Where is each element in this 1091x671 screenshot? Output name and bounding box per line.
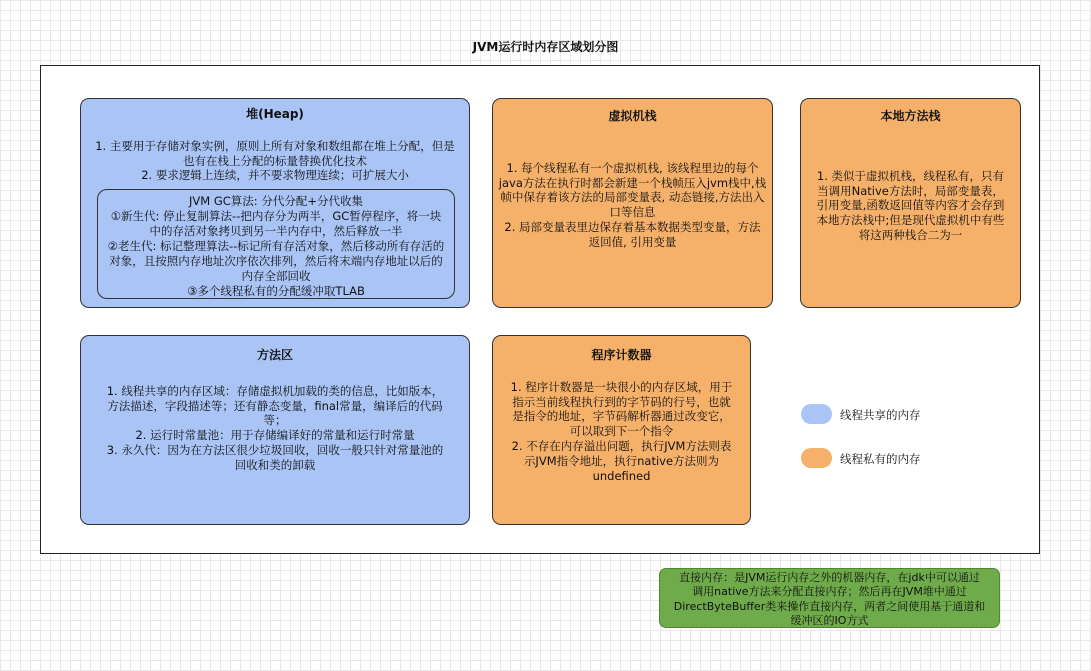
program-counter-line: 1. 程序计数器是一块很小的内存区域，用于 — [510, 379, 733, 394]
program-counter-line: 是指令的地址，字节码解析器通过改变它， — [512, 409, 731, 424]
heap-box — [80, 98, 470, 308]
direct-memory-line: DirectByteBuffer类来操作直接内存，两者之间使用基于通道和 — [673, 599, 986, 613]
method-area-line: 1. 线程共享的内存区域：存储虚拟机加载的类的信息，比如版本， — [106, 383, 444, 398]
heap-description — [81, 139, 469, 184]
heap-title: 堆(Heap) — [246, 107, 304, 121]
gc-line: ③多个线程私有的分配缓冲取TLAB — [187, 283, 365, 298]
heap-line: 2. 要求逻辑上连续，并不要求物理连续；可扩展大小 — [141, 168, 409, 183]
vm-stack-line: 返回值, 引用变量 — [588, 235, 677, 250]
gc-line: ①新生代: 停止复制算法--把内存分为两半，GC暂停程序，将一块 — [110, 208, 442, 223]
gc-line: 中的存活对象拷贝到另一半内存中，然后释放一半 — [149, 223, 403, 238]
vm-stack-line: 口等信息 — [609, 205, 656, 220]
native-stack-box — [800, 98, 1021, 308]
method-area-title: 方法区 — [256, 348, 293, 362]
native-stack-line: 本地方法栈中;但是现代虚拟机中有些 — [816, 213, 1005, 228]
native-stack-title: 本地方法栈 — [880, 109, 941, 123]
program-counter-box — [492, 335, 751, 525]
method-area-line: 等； — [263, 413, 287, 428]
vm-stack-description — [493, 161, 772, 251]
vm-stack-line: 2. 局部变量表里边保存着基本数据类型变量，方法 — [504, 220, 761, 235]
direct-memory-line: 直接内存：是JVM运行内存之外的机器内存，在jdk中可以通过 — [679, 571, 980, 584]
program-counter-line: 2. 不存在内存溢出问题，执行JVM方法则表 — [511, 439, 732, 454]
direct-memory-box — [659, 568, 1000, 628]
native-stack-line: 将这两种栈合二为一 — [858, 228, 963, 243]
vm-stack-title: 虚拟机栈 — [608, 109, 657, 123]
program-counter-description — [493, 380, 750, 485]
vm-stack-line: java方法在执行时都会新建一个栈帧压入jvm栈中,栈 — [498, 175, 767, 190]
heap-line: 1. 主要用于存储对象实例，原则上所有对象和数组都在堆上分配，但是 — [95, 138, 455, 153]
method-area-description — [81, 384, 469, 474]
vm-stack-line: 帧中保存着该方法的局部变量表, 动态链接,方法出入 — [500, 190, 765, 205]
vm-stack-box — [492, 98, 773, 308]
direct-memory-line: 调用native方法来分配直接内存；然后再在JVM堆中通过 — [692, 585, 967, 599]
program-counter-line: 可以取到下一个指令 — [569, 424, 674, 439]
native-stack-line: 当调用Native方法时，局部变量表， — [817, 183, 1004, 198]
program-counter-line: 示JVM指令地址，执行native方法则为 — [523, 454, 720, 469]
program-counter-title: 程序计数器 — [591, 348, 652, 362]
direct-memory-line: 缓冲区的IO方式 — [790, 613, 869, 627]
method-area-line: 3. 永久代：因为在方法区很少垃圾回收，回收一般只针对常量池的 — [106, 443, 444, 458]
native-stack-description — [801, 169, 1020, 244]
program-counter-line: 指示当前线程执行到的字节码的行号，也就 — [512, 394, 731, 409]
direct-memory-description — [660, 571, 999, 628]
gc-line: 对象，且按照内存地址次序依次排列，然后将末端内存地址以后的 — [109, 253, 443, 268]
diagram-title: JVM运行时内存区域划分图 — [472, 40, 619, 54]
method-area-box — [80, 335, 470, 525]
legend-shared-label: 线程共享的内存 — [840, 408, 921, 422]
gc-algorithm-box — [97, 189, 455, 299]
native-stack-line: 1. 类似于虚拟机栈，线程私有，只有 — [816, 168, 1005, 183]
gc-line: JVM GC算法: 分代分配+分代收集 — [189, 194, 363, 208]
program-counter-line: undefined — [592, 469, 651, 484]
heap-line: 也有在栈上分配的标量替换优化技术 — [183, 153, 367, 168]
legend-shared-swatch — [801, 404, 832, 424]
legend-private-swatch — [801, 448, 832, 468]
method-area-line: 回收和类的卸载 — [234, 458, 316, 473]
gc-line: ②老生代: 标记整理算法--标记所有存活对象，然后移动所有存活的 — [107, 238, 445, 253]
method-area-line: 2. 运行时常量池：用于存储编译好的常量和运行时常量 — [135, 428, 415, 443]
method-area-line: 方法描述，字段描述等；还有静态变量，final常量，编译后的代码 — [107, 398, 443, 413]
vm-stack-line: 1. 每个线程私有一个虚拟机栈, 该线程里边的每个 — [506, 160, 759, 175]
gc-line: 内存全部回收 — [241, 268, 311, 283]
native-stack-line: 引用变量,函数返回值等内容才会存到 — [816, 198, 1005, 213]
legend-private-label: 线程私有的内存 — [840, 452, 921, 466]
